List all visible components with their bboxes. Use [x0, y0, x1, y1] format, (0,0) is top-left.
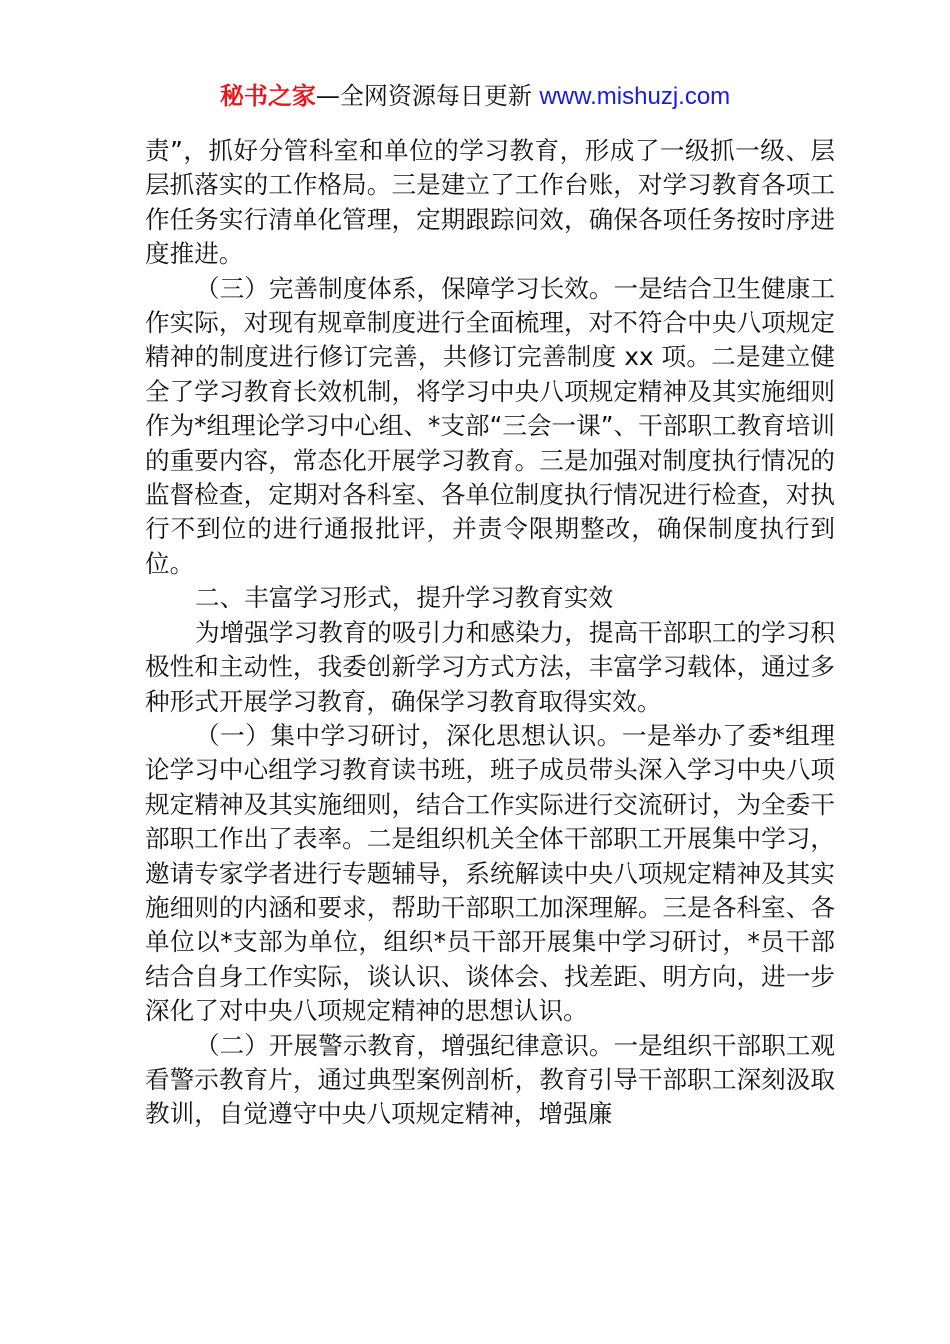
paragraph-subsection-two: （二）开展警示教育，增强纪律意识。一是组织干部职工观看警示教育片，通过典型案例剖析，教育引导干部职工深刻汲取教训，自觉遵守中央八项规定精神，增强廉 — [145, 1030, 835, 1129]
paragraph-subsection-one: （一）集中学习研讨，深化思想认识。一是举办了委*组理论学习中心组学习教育读书班，班子成员带头深入学习中央八项规定精神及其实施细则，结合工作实际进行交流研讨，为全委干部职工作出了表率。二是组织机关全体干部职工开展集中学习，邀请专家学者进行专题辅导，系统解读中央八项规定精神及其实施细则的内涵和要求，帮助干部职工加深理解。三是各科室、各单位以*支部为单位，组织*员干部开展集中学习研讨，*员干部结合自身工作实际，谈认识、谈体会、找差距、明方向，进一步深化了对中央八项规定精神的思想认识。 — [145, 720, 835, 1026]
section-heading-two: 二、丰富学习形式，提升学习教育实效 — [195, 583, 614, 613]
brand-name: 秘书之家 — [219, 82, 316, 110]
paragraph-section-three: （三）完善制度体系，保障学习长效。一是结合卫生健康工作实际，对现有规章制度进行全面梳理，对不符合中央八项规定精神的制度进行修订完善，共修订完善制度 xx 项。二是建立健全了学习教育长效机制，将学习中央八项规定精神及其实施细则作为*组理论学习中心组、*支部“三会一课”、干部职工教育培训的重要内容，常态化开展学习教育。三是加强对制度执行情况的监督检查，定期对各科室、各单位制度执行情况进行检查，对执行不到位的进行通报批评，并责令限期整改，确保制度执行到位。 — [145, 273, 835, 578]
site-header — [0, 80, 950, 113]
document-body — [145, 134, 835, 1132]
site-url-link[interactable]: www.mishuzj.com — [539, 83, 731, 110]
paragraph-intro: 为增强学习教育的吸引力和感染力，提高干部职工的学习积极性和主动性，我委创新学习方式方法，丰富学习载体，通过多种形式开展学习教育，确保学习教育取得实效。 — [145, 617, 835, 716]
paragraph-continuation: 责”，抓好分管科室和单位的学习教育，形成了一级抓一级、层层抓落实的工作格局。三是建立了工作台账，对学习教育各项工作任务实行清单化管理，定期跟踪问效，确保各项任务按时序进度推进。 — [145, 136, 835, 269]
header-slogan: —全网资源每日更新 — [315, 82, 532, 110]
